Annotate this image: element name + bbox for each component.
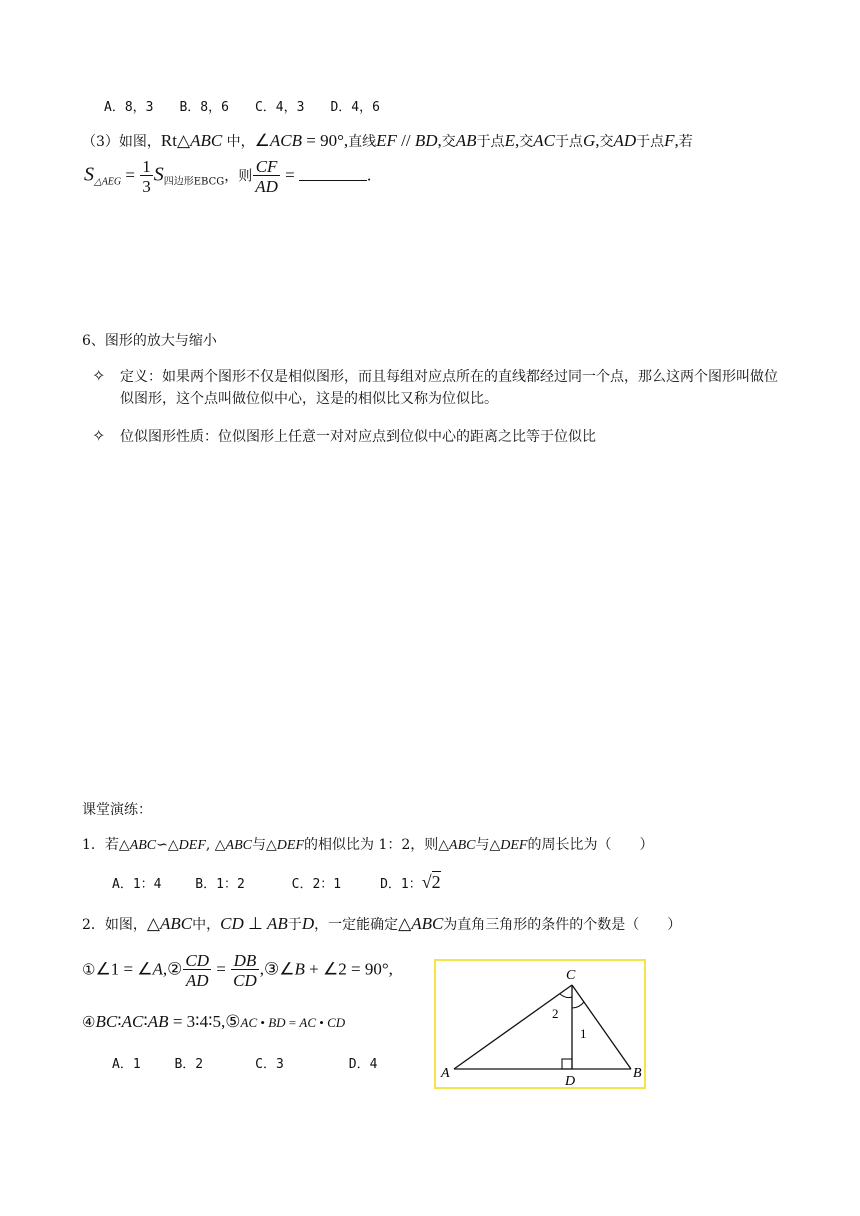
ruo-text: 若	[678, 134, 693, 150]
d-var: D	[301, 914, 315, 933]
perp-symbol: ⊥	[243, 914, 268, 933]
point-d-label: D	[565, 1074, 576, 1087]
triangle-diagram	[434, 959, 646, 1089]
ratio-colon: ∶	[143, 1012, 148, 1031]
a-var: A	[152, 959, 163, 979]
bd-var: BD	[414, 131, 438, 150]
ac-var: AC	[533, 131, 555, 150]
triangle-svg	[436, 961, 644, 1087]
bullet-icon: ✧	[92, 366, 106, 385]
cd-var: CD	[220, 914, 244, 933]
cond1-body: ∠1 = ∠	[95, 959, 153, 979]
eq90: = 90°,	[301, 131, 349, 150]
equals: =	[285, 1015, 300, 1030]
property-text: 位似图形性质：位似图形上任意一对对应点到位似中心的距离之比等于位似比	[120, 429, 596, 445]
q1-options-text: A．1：4 B．1：2 C．2：1 D．1：	[112, 877, 422, 892]
q3-line1	[82, 131, 693, 151]
ad-var: AD	[613, 131, 637, 150]
fraction-db-cd	[231, 952, 259, 989]
circled-5: ⑤	[225, 1012, 241, 1031]
similar-symbol: ∽	[156, 837, 168, 853]
parallel-symbol: //	[396, 131, 415, 150]
comma: ,	[514, 131, 520, 150]
q1-part: 与△	[475, 837, 501, 853]
q2-part: 2．如图，	[82, 917, 147, 933]
q2-options-top: A．8，3 B．8，6 C．4，3 D．4，6	[104, 100, 380, 115]
jiao-text: 交	[441, 134, 456, 150]
fraction-cd-ad	[183, 952, 211, 989]
conditions-line1	[82, 952, 393, 989]
vertex-a-label: A	[441, 1066, 450, 1081]
q2-part: 为直角三角形的条件的个数是（ ）	[443, 917, 682, 933]
g-var: G	[582, 131, 596, 150]
bc-var: BC	[95, 1012, 118, 1031]
abc-var: ABC	[225, 838, 252, 853]
abc-var: ABC	[160, 914, 193, 933]
q1-text	[82, 834, 653, 854]
sqrt-radicand: 2	[431, 872, 441, 892]
frac-num: CF	[255, 157, 278, 176]
def-var: DEF	[178, 838, 206, 853]
conditions-line2	[82, 1012, 345, 1032]
right-angle-mark	[562, 1059, 572, 1069]
ab-var: AB	[267, 914, 288, 933]
circled-3: ,③	[259, 959, 280, 979]
q1-part: 的周长比为（ ）	[527, 837, 654, 853]
angle-1-label: 1	[580, 1026, 587, 1041]
def-var: DEF	[276, 838, 304, 853]
frac-num: CD	[185, 951, 210, 970]
ab-var: AB	[455, 131, 477, 150]
yudian-text: 于点	[476, 134, 505, 150]
circled-2: ,②	[162, 959, 183, 979]
q2-part: 中，	[192, 917, 221, 933]
circled-1: ①	[82, 960, 96, 979]
yudian-text: 于点	[554, 134, 583, 150]
q1-part: 与△	[252, 837, 277, 853]
frac-den: AD	[183, 969, 211, 989]
e-var: E	[504, 131, 515, 150]
angle-2-label: 2	[552, 1006, 559, 1021]
rt-text: Rt	[160, 131, 177, 150]
period: .	[366, 165, 372, 185]
q2-part: ，一定能确定	[314, 917, 399, 933]
frac-den: CD	[233, 971, 257, 990]
frac-den: 3	[142, 177, 151, 196]
frac-num: DB	[233, 951, 257, 970]
ratio-value: = 3∶4∶5,	[168, 1012, 226, 1031]
s-var: S	[153, 163, 164, 186]
triangle-symbol: △	[146, 914, 160, 933]
s-var: S	[84, 163, 94, 186]
dot-symbol: •	[316, 1015, 328, 1030]
jiao-text: 交	[519, 134, 534, 150]
def-var: DEF	[500, 838, 528, 853]
definition-text: 定义：如果两个图形不仅是相似图形，而且每组对应点所在的直线都经过同一个点，那么这两个图形叫做位似图形，这个点叫做位似中心，这是的相似比又称为位似比。	[120, 369, 778, 407]
abc-var: ABC	[449, 838, 476, 853]
equals: =	[212, 959, 231, 979]
frac-num: 1	[142, 157, 151, 176]
fraction-cf-ad	[253, 158, 280, 195]
triangle-symbol: △	[167, 837, 179, 853]
side-ac	[454, 985, 572, 1069]
ac-var: AC	[121, 1012, 144, 1031]
zhong-text: 中，	[222, 134, 255, 150]
cond3-rest: + ∠2 = 90°,	[304, 959, 393, 979]
q1-part: 的相似比为 1：2，则△	[304, 837, 450, 853]
abc-var: ABC	[411, 914, 444, 933]
bd-var: BD	[268, 1015, 286, 1030]
abc-var: ABC	[129, 838, 157, 853]
q2-text	[82, 914, 681, 934]
q2-part: 于	[287, 917, 302, 933]
q2-options: A．1 B．2 C．3 D．4	[112, 1057, 378, 1072]
b-var: B	[294, 959, 305, 979]
ac-var: AC	[240, 1015, 258, 1030]
section6-title: 6、图形的放大与缩小	[82, 333, 217, 349]
abc-var: ABC	[190, 131, 223, 150]
jiao-text: 交	[599, 134, 614, 150]
frac-den: AD	[255, 177, 278, 196]
q1-options	[112, 872, 441, 893]
angle-1-arc	[572, 1002, 584, 1008]
vertex-b-label: B	[633, 1066, 642, 1081]
ratio-colon: ∶	[117, 1012, 122, 1031]
yudian-text: 于点	[636, 134, 665, 150]
f-var: F	[664, 131, 675, 150]
line-text: 直线	[348, 134, 377, 150]
circled-4: ④	[82, 1013, 96, 1031]
q3-prefix: （3）如图，	[82, 134, 161, 150]
answer-blank[interactable]	[299, 166, 367, 181]
equals: =	[121, 165, 140, 185]
ac-var: AC	[299, 1015, 317, 1030]
angle-symbol: ∠	[279, 959, 295, 979]
fraction-one-third	[140, 158, 153, 195]
ef-var: EF	[376, 131, 397, 150]
q1-part: , △	[205, 837, 226, 853]
q3-line2	[84, 158, 371, 195]
cd-var: CD	[327, 1015, 346, 1030]
angle-2-arc	[560, 994, 572, 998]
comma: ,	[595, 131, 600, 150]
equals: =	[280, 165, 299, 185]
vertex-c-label: C	[566, 968, 576, 983]
ze-text: ，则	[224, 168, 253, 185]
q1-part: 1．若△	[82, 837, 130, 853]
sub-aeg: △AEG	[94, 176, 122, 188]
triangle-symbol: △	[398, 914, 412, 933]
ab-var: AB	[147, 1012, 169, 1031]
comma: ,	[437, 131, 442, 150]
sub-ebcg: 四边形EBCG	[163, 176, 225, 188]
dot-symbol: •	[257, 1015, 269, 1030]
sqrt-symbol: √	[421, 872, 432, 892]
practice-title: 课堂演练：	[82, 802, 152, 818]
angle-symbol: ∠	[254, 131, 270, 150]
triangle-symbol: △	[176, 131, 191, 150]
acb-var: ACB	[269, 131, 302, 150]
bullet-icon: ✧	[92, 426, 106, 445]
comma: ,	[674, 131, 679, 150]
